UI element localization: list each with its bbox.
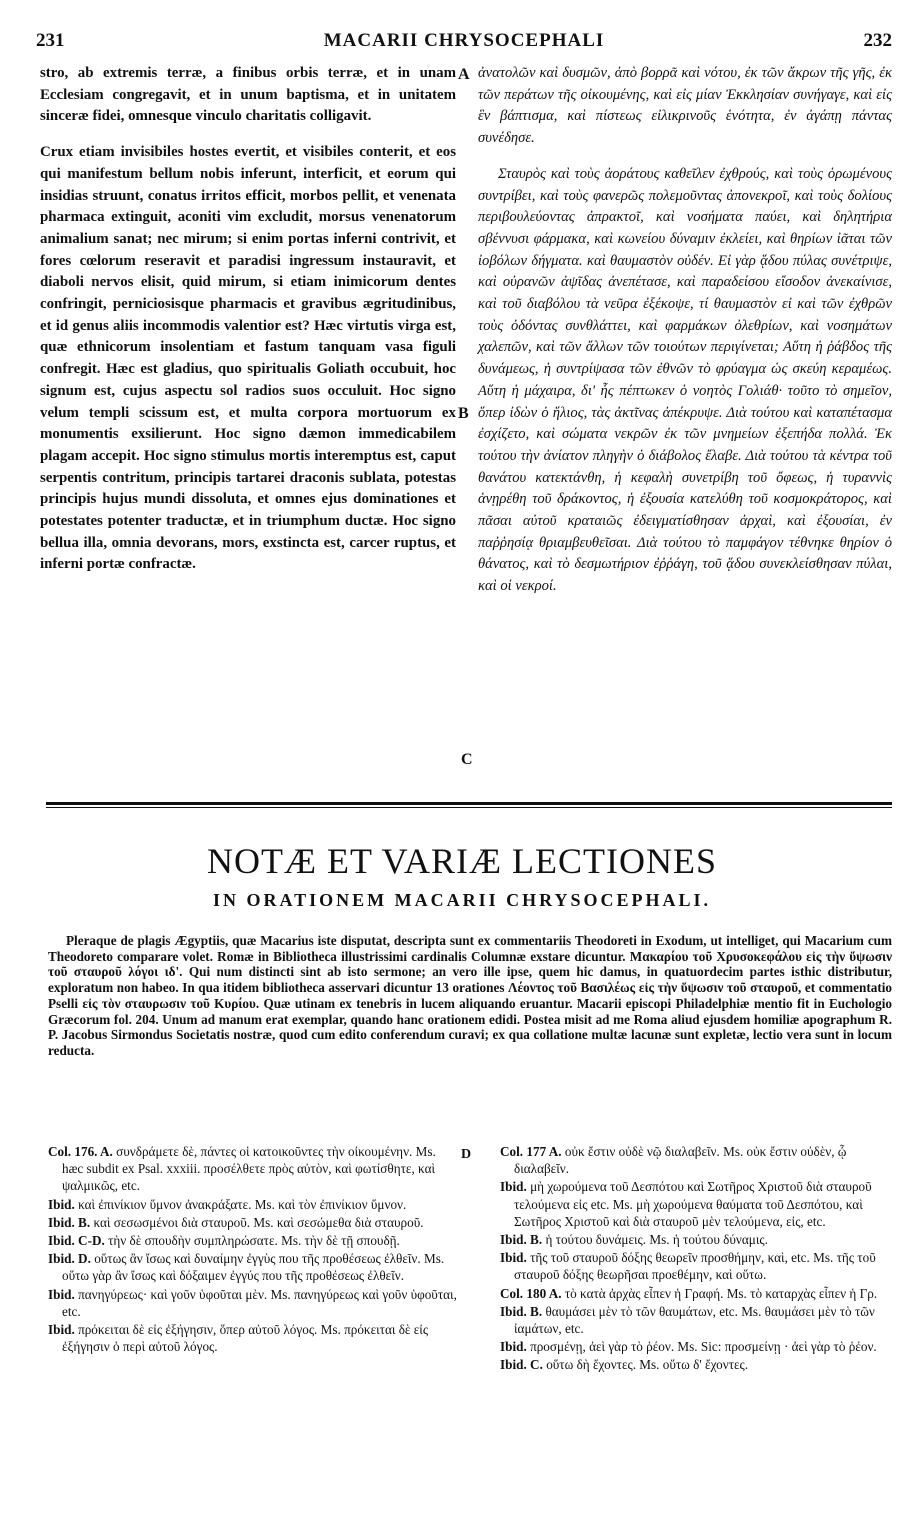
note-text: ἡ τούτου δυνάμεις. Ms. ἡ τούτου δύναμις.	[545, 1232, 768, 1248]
note-entry	[500, 1249, 892, 1283]
note-entry	[500, 1356, 892, 1373]
latin-paragraph-2: Crux etiam invisibiles hostes evertit, et visibiles conterit, et eos qui manifestum bellum nobis inferunt, interficit, et eorum qui insidias struunt, conatus irritos efficit, morbos pellit, et venenata pharmaca extinguit, aconiti vim excludit, morsus venenatorum animalium sanat; nec mirum; si enim portas inferni contrivit, et fores cœlorum reseravit et paradisi ingressum instauravit, et diaboli nervos elisit, quid mirum, si etiam inimicorum dentes confringit, perniciosisque pharmacis et gravibus ægritudinibus, et id genus aliis incommodis valentior est? Hæc virtutis virga est, quæ ethnicorum insolentiam et fastum tanquam vasa figuli confregit. Hæc est gladius, quo spiritualis Goliath occubuit, hoc signum est, cujus aspectu sol radios suos occuluit. Hoc signo velum templi scissum est, et multa corpora mortuorum ex monumentis exsilierunt. Hoc signo dæmon immedicabilem plagam accepit. Hoc signo stimulus mortis interemptus est, caput serpentis contritum, principis tartarei draconis sublata, potestas principis hujus mundi dissoluta, et omnes ejus dominationes et potestates potenter traductæ, et in triumphum ductæ. Hoc signo bellua illa, omnia devorans, mors, exstincta est, carcer ruptus, et inferni portæ confractæ.	[40, 144, 456, 573]
note-entry	[500, 1143, 892, 1177]
note-entry	[48, 1321, 458, 1355]
note-text: τὴν δὲ σπουδὴν συμπληρώσατε. Ms. τὴν δὲ τῇ σπουδῇ.	[108, 1233, 400, 1249]
running-head	[36, 30, 892, 54]
latin-paragraph-1: stro, ab extremis terræ, a finibus orbis terræ, et in unam Ecclesiam congregavit, et in unum baptisma, et in unitatem sinceræ fidei, omnesque vinculo charitatis colligavit.	[40, 65, 456, 125]
margin-marker-a: A	[458, 66, 470, 83]
note-label: Ibid.	[500, 1179, 527, 1195]
section-rule	[46, 802, 892, 805]
note-entry	[48, 1196, 458, 1213]
notes-subheading: IN ORATIONEM MACARII CHRYSOCEPHALI.	[212, 890, 712, 910]
page-number-right: 232	[863, 30, 892, 51]
margin-marker-b: B	[458, 405, 469, 422]
note-label: Ibid. B.	[500, 1232, 543, 1248]
margin-marker-c: C	[461, 751, 473, 768]
margin-marker-d: D	[461, 1147, 472, 1162]
note-label: Ibid.	[48, 1322, 75, 1338]
note-entry	[48, 1286, 458, 1320]
note-label: Ibid. C.	[500, 1357, 543, 1373]
greek-column	[478, 63, 892, 598]
note-label: Ibid.	[48, 1286, 75, 1302]
note-entry	[48, 1214, 458, 1231]
note-text: οὕτως ἂν ἴσως καὶ δυναίμην ἐγγὺς που τῆς προθέσεως ἐλθεῖν. Ms. οὕτω γὰρ ἂν ἴσως καὶ δόξαιμεν ἐγγύς που τῆς προθέσεως ἐλθεῖν.	[62, 1251, 445, 1284]
note-text: τὸ κατὰ ἀρχὰς εἶπεν ἡ Γραφή. Ms. τὸ καταρχὰς εἶπεν ἡ Γρ.	[564, 1285, 878, 1301]
note-entry	[48, 1250, 458, 1284]
note-entry	[500, 1231, 892, 1248]
note-text: τῆς τοῦ σταυροῦ δόξης θεωρεῖν προσθήμην, καὶ, etc. Ms. τῆς τοῦ σταυροῦ δόξης θεωρῆσαι προεθέμην, καὶ οὕτω.	[514, 1250, 876, 1283]
running-title: MACARII CHRYSOCEPHALI	[323, 30, 605, 51]
note-label: Ibid. C-D.	[48, 1233, 105, 1249]
page-number-left: 231	[36, 30, 65, 51]
note-label: Ibid. D.	[48, 1251, 91, 1267]
note-label: Col. 177 A.	[500, 1144, 562, 1159]
note-label: Ibid. B.	[48, 1214, 91, 1230]
section-rule-thin	[46, 807, 892, 808]
note-text: οὕτω δὴ ἔχοντες. Ms. οὕτω δ' ἔχοντες.	[546, 1357, 749, 1373]
note-label: Col. 176. A.	[48, 1144, 113, 1159]
note-label: Ibid.	[500, 1339, 527, 1355]
note-label: Col. 180 A.	[500, 1285, 562, 1301]
notes-left-column	[48, 1143, 458, 1355]
note-entry	[48, 1143, 458, 1195]
note-text: πρόκειται δὲ εἰς ἐξήγησιν, ὅπερ αὐτοῦ λόγος. Ms. πρόκειται δὲ εἰς ἐξήγησιν ὁ περὶ αὐτοῦ λόγος.	[62, 1322, 429, 1355]
note-text: οὐκ ἔστιν οὐδὲ νῷ διαλαβεῖν. Ms. οὐκ ἔστιν οὐδὲν, ᾧ διαλαβεῖν.	[514, 1144, 847, 1177]
greek-paragraph-1: ἀνατολῶν καὶ δυσμῶν, ἀπὸ βορρᾶ καὶ νότου, ἐκ τῶν ἄκρων τῆς γῆς, ἐκ τῶν περάτων τῆς οἰκουμένης, καὶ εἰς μίαν Ἐκκλησίαν συνήγαγε, καὶ εἰς ἓν βάπτισμα, καὶ πίστεως εἰλικρινοῦς ἑνότητα, ἐν ἀγάπῃ πάντας συνέδησε.	[478, 65, 892, 147]
note-entry	[48, 1232, 458, 1249]
note-text: μὴ χωρούμενα τοῦ Δεσπότου καὶ Σωτῆρος Χριστοῦ διὰ σταυροῦ τελούμενα εἰς etc. Ms. μὴ χωρούμενα θαύματα τοῦ Δεσπότου, καὶ Σωτῆρος Χριστοῦ καὶ διὰ σταυροῦ μὲν τελούμενα, εἰς, etc.	[514, 1179, 872, 1229]
note-entry	[500, 1338, 892, 1355]
note-entry	[500, 1303, 892, 1337]
note-text: συνδράμετε δὲ, πάντες οἱ κατοικοῦντες τὴν οἰκουμένην. Ms. hæc subdit ex Psal. xxxiii. προσέλθετε πρὸς αὐτὸν, καὶ φωτίσθητε, καὶ ψαλμικῶς, etc.	[62, 1144, 436, 1194]
note-entry	[500, 1285, 892, 1302]
note-entry	[500, 1178, 892, 1230]
note-text: πανηγύρεως· καὶ γοῦν ὑφοῦται μὲν. Ms. πανηγύρεως καὶ γοῦν ὑφοῦται, etc.	[62, 1286, 457, 1319]
note-text: καὶ σεσωσμένοι διὰ σταυροῦ. Ms. καὶ σεσώμεθα διὰ σταυροῦ.	[93, 1214, 424, 1230]
notes-right-column	[500, 1143, 892, 1374]
note-text: προσμένῃ, ἀεὶ γὰρ τὸ ῥέον. Ms. Sic: προσμείνῃ · ἀεὶ γὰρ τὸ ῥέον.	[530, 1339, 877, 1355]
notes-heading: NOTÆ ET VARIÆ LECTIONES	[206, 841, 718, 881]
notes-intro	[48, 933, 892, 1059]
greek-paragraph-2: Σταυρὸς καὶ τοὺς ἀοράτους καθεῖλεν ἐχθρούς, καὶ τοὺς ὁρωμένους συντρίβει, καὶ τοὺς φανερῶς πολεμοῦντας ἀπονεκροῖ, καὶ τοὺς δολίους περιβουλεύοντας ἀπρακτοῖ, καὶ νοσήματα παύει, καὶ δηλητήρια σβέννυσι φάρμακα, καὶ κωνείου δύναμιν ἐκλείει, καὶ θηρίων ἰᾶται τῶν ἰοβόλων δήγματα. καὶ θαυμαστὸν οὐδέν. Εἰ γὰρ ᾅδου πύλας συνέτριψε, καὶ οὐρανῶν ἀψῖδας ἀνεπέτασε, καὶ παραδείσου εἴσοδον ἀνεκαίνισε, καὶ τοῦ διαβόλου τὰ νεῦρα ἐξέκοψε, τί θαυμαστὸν εἰ καὶ τῶν ἐχθρῶν τοὺς ὀδόντας συνθλάττει, καὶ φαρμάκων ὀλεθρίων, καὶ νοσημάτων χαλεπῶν, καὶ τῶν ἄλλων τῶν τοιούτων περιγίνεται; Αὕτη ἡ ῥάβδος τῆς δυνάμεως, ἡ συντρίψασα τῶν ἐθνῶν τὸ φρύαγμα ὡς σκεύη κεραμέως. Αὕτη ἡ μάχαιρα, δι' ἧς πέπτωκεν ὁ νοητὸς Γολιάθ· τοῦτο τὸ σημεῖον, ὅπερ ἰδὼν ὁ ἥλιος, τὰς ἀκτῖνας ἀπέκρυψε. Διὰ τούτου καὶ καταπέτασμα ἐσχίζετο, καὶ σώματα νεκρῶν ἐκ τῶν μνημείων ἐξεπήδα πολλά. Ἐκ τούτου τὴν ἀνίατον πληγὴν ὁ διάβολος ἔλαβε. Διὰ τούτου τὰ κέντρα τοῦ θανάτου κατεκτάνθη, ἡ κεφαλὴ συνετρίβη τοῦ ὄφεως, ἡ τυραννὶς ἀνῃρέθη τοῦ δράκοντος, ἡ ἐξουσία κατελύθη τοῦ κοσμοκράτορος, καὶ πᾶσαι αὐτοῦ κραταιῶς ἐδειγματίσθησαν ἀρχαὶ, καὶ ἐξουσίαι, ἐν παῤῥησίᾳ θριαμβευθεῖσαι. Διὰ τούτου τὸ παμφάγον τέθνηκε θηρίον ὁ θάνατος, καὶ τὸ δεσμωτήριον ἐῤῥάγη, τοῦ ᾅδου συνεκλείσθησαν πύλαι, καὶ οἱ νεκροί.	[478, 165, 892, 595]
note-text: καὶ ἐπινίκιον ὕμνον ἀνακράξατε. Ms. καὶ τὸν ἐπινίκιον ὕμνον.	[78, 1196, 407, 1212]
note-text: θαυμάσει μὲν τὸ τῶν θαυμάτων, etc. Ms. θαυμάσει μὲν τὸ τῶν ἰαμάτων, etc.	[514, 1303, 875, 1337]
notes-intro-text: Pleraque de plagis Ægyptiis, quæ Macarius iste disputat, descripta sunt ex commentariis Theodoreti in Exodum, ut intelliget, qui Macarium cum Theodoreto comparare volet. Romæ in Bibliotheca illustrissimi cardinalis Columnæ exstare dicuntur. Μακαρίου τοῦ Χρυσοκεφάλου εἰς τὴν ὕψωσιν τοῦ σταυροῦ λόγοι ιδ'. Qui num distincti sint ab isto sermone; an vero ille ipse, quem hic damus, in quatuordecim partes isthic distributur, exploratum non habeo. In qua itidem bibliotheca asservari dicuntur 13 orationes Λέοντος τοῦ Βασιλέως εἰς τὴν ὕψωσιν τοῦ σταυροῦ, et commentatio Pselli εἰς τὸν σταυρωσιν τοῦ Κυρίου. Quæ utinam ex tenebris in lucem aliquando eruantur. Macarii episcopi Philadelphiæ mentio fit in Euchologio Græcorum fol. 204. Unum ad manum erat exemplar, quando hanc orationem edidi. Postea misit ad me Roma aliud ejusdem homiliæ apographum R. P. Jacobus Sirmondus Societatis nostræ, quod cum edito conferendum curavi; ex qua collatione multæ lacunæ sunt expletæ, lectio vera sunt in locum reducta.	[48, 933, 892, 1058]
note-label: Ibid.	[48, 1196, 75, 1212]
note-label: Ibid. B.	[500, 1303, 543, 1319]
latin-column	[40, 63, 456, 576]
note-label: Ibid.	[500, 1250, 527, 1266]
